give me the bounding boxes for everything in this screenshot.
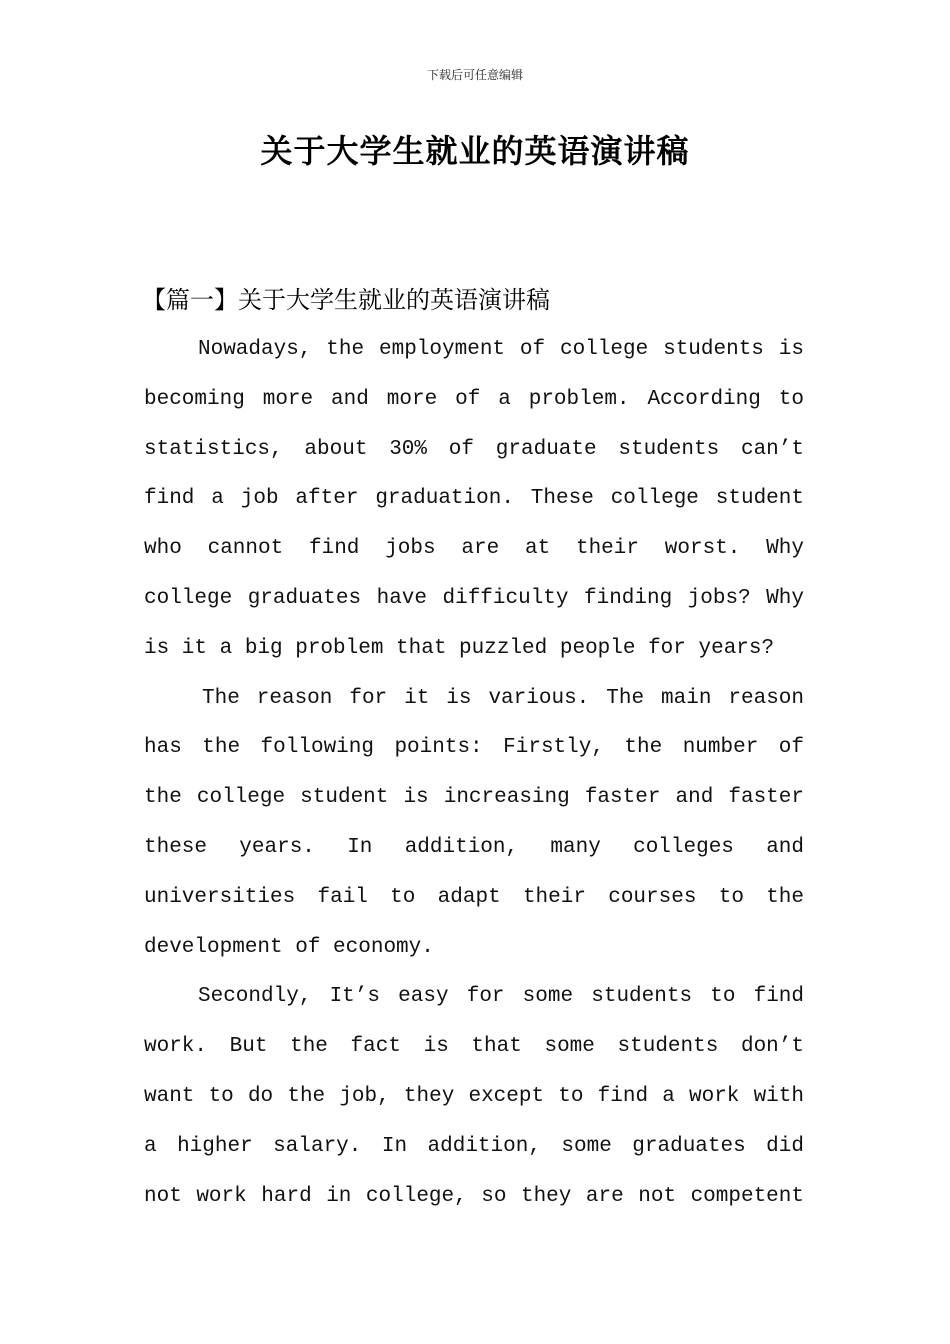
body-text bbox=[144, 325, 804, 1221]
paragraph-line: these years. In addition, many colleges and bbox=[144, 835, 804, 859]
paragraph-line: work. But the fact is that some students don’t bbox=[144, 1035, 804, 1059]
header-note: 下载后可任意编辑 bbox=[426, 68, 523, 82]
paragraph-line: not work hard in college, so they are not competent bbox=[144, 1184, 804, 1208]
paragraph-line: becoming more and more of a problem. According to bbox=[144, 387, 804, 411]
paragraph-line: who cannot find jobs are at their worst. Why bbox=[144, 537, 804, 561]
paragraph-line: has the following points: Firstly, the number of bbox=[144, 736, 804, 760]
paragraph-line: a higher salary. In addition, some graduates did bbox=[144, 1134, 804, 1158]
paragraph-line: Secondly, It’s easy for some students to find bbox=[198, 985, 804, 1009]
paragraph-line: is it a big problem that puzzled people for years? bbox=[144, 636, 775, 660]
document-title: 关于大学生就业的英语演讲稿 bbox=[260, 132, 690, 170]
paragraph-line: universities fail to adapt their courses to the bbox=[144, 885, 804, 909]
paragraph-line: statistics, about 30% of graduate students can’t bbox=[144, 437, 804, 461]
paragraph-line: find a job after graduation. These college student bbox=[144, 487, 804, 511]
section-heading: 【篇一】关于大学生就业的英语演讲稿 bbox=[142, 286, 550, 314]
paragraph-line: development of economy. bbox=[144, 935, 434, 959]
paragraph-line: college graduates have difficulty finding jobs? Why bbox=[144, 586, 804, 610]
paragraph-line: The reason for it is various. The main reason bbox=[202, 686, 804, 710]
paragraph-line: want to do the job, they except to find a work with bbox=[144, 1084, 804, 1108]
paragraph-line: the college student is increasing faster and faster bbox=[144, 786, 804, 810]
paragraph-line: Nowadays, the employment of college students is bbox=[198, 338, 804, 361]
